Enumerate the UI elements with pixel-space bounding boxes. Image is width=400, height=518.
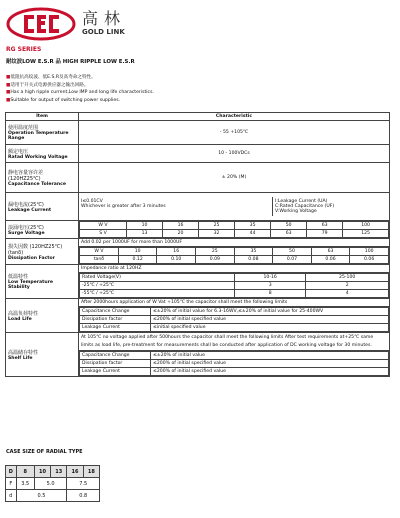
surge-sv-cell: 44: [235, 230, 271, 238]
df-wv-cell: 50: [273, 248, 312, 256]
case-head-cell: D: [6, 466, 17, 478]
df-wv-cell: 100: [350, 248, 389, 256]
case-head-cell: 18: [83, 466, 99, 478]
case-size-table: [5, 465, 100, 502]
lt-col: 10-16: [235, 274, 306, 282]
case-f-cell: 7.5: [67, 478, 100, 490]
lt-row-label: -25℃ / +25℃: [80, 282, 235, 290]
lt-cell: 3: [235, 282, 306, 290]
low-temp-table: [79, 273, 389, 298]
df-tan-cell: 0.12: [118, 256, 157, 264]
load-life-table: [79, 307, 389, 332]
leakage-legend: V:Working Voltage: [275, 209, 317, 214]
surge-wv-label: W V: [80, 222, 127, 230]
dissipation-note: Add 0.02 per 1000UF for more than 1000UF: [79, 239, 389, 247]
feature-item: ■低阻抗高纹波、低E.S.R及高寿命之特性。: [6, 75, 96, 80]
df-tan-cell: 0.07: [273, 256, 312, 264]
case-d-cell: 0.8: [67, 490, 100, 502]
sl-row-label: Capacitance Change: [80, 352, 151, 360]
feature-item: ■适用于开关式电源供应器之输出回路。: [6, 82, 89, 88]
header-characteristic: Characteristic: [79, 113, 390, 121]
df-wv-label: W V: [80, 248, 119, 256]
df-tan-label: tanδ: [80, 256, 119, 264]
surge-wv-cell: 63: [307, 222, 343, 230]
brand-name-english: GOLD LINK: [82, 28, 125, 36]
leakage-value: [79, 193, 390, 221]
surge-voltage-table: [79, 221, 389, 238]
case-d-label: d: [6, 490, 17, 502]
series-title: RG SERIES: [6, 46, 42, 53]
case-f-cell: 5.0: [34, 478, 67, 490]
lt-row-label: -55℃ / +25℃: [80, 290, 235, 298]
surge-label: 浪涌电压(25℃) Surge Voltage: [6, 221, 79, 239]
specification-table: [5, 112, 390, 377]
op-temp-label: 使用温度范围 Operation Temperature Range: [6, 121, 79, 145]
df-tan-cell: 0.06: [350, 256, 389, 264]
case-head-cell: 16: [67, 466, 83, 478]
lt-col: 25-100: [306, 274, 389, 282]
surge-wv-cell: 16: [163, 222, 199, 230]
surge-sv-cell: 63: [271, 230, 307, 238]
brand-name-chinese: 高林: [82, 9, 127, 28]
case-f-cell: 3.5: [16, 478, 34, 490]
sl-row-value: ≤±20% of initial value: [151, 352, 389, 360]
surge-wv-cell: 50: [271, 222, 307, 230]
ll-row-label: Capacitance Change: [80, 308, 151, 316]
lt-cell: 4: [306, 290, 389, 298]
case-size-title: CASE SIZE OF RADIAL TYPE: [6, 449, 83, 455]
header-item: Item: [6, 113, 79, 121]
lt-cell: 2: [306, 282, 389, 290]
case-d-cell: 0.5: [16, 490, 67, 502]
surge-wv-cell: 25: [199, 222, 235, 230]
surge-sv-cell: 32: [199, 230, 235, 238]
surge-sv-cell: 20: [163, 230, 199, 238]
leakage-label: 漏电电流(25℃) Leakage Current: [6, 193, 79, 221]
feature-item: ■Has a high ripple current,Low IMP and long life characteristics.: [6, 90, 154, 96]
sl-row-value: ≤200% of initial specified value: [151, 360, 389, 368]
ll-row-value: ≤±20% of initial value for 6.3-16WV,≤±20% of initial value for 25-400WV: [151, 308, 389, 316]
df-wv-cell: 25: [196, 248, 235, 256]
surge-sv-cell: 79: [307, 230, 343, 238]
low-temp-note: Impedance ratio at 120HZ: [79, 265, 389, 273]
dissipation-label: 损失因数 (120HZ25℃) (tanδ) Dissipation Factor: [6, 239, 79, 265]
surge-sv-label: S V: [80, 230, 127, 238]
company-logo: [6, 6, 76, 42]
surge-sv-cell: 13: [126, 230, 162, 238]
df-wv-cell: 35: [234, 248, 273, 256]
low-temp-label: 低温特性 Low Temperature Stability: [6, 265, 79, 299]
df-tan-cell: 0.10: [157, 256, 196, 264]
feature-list: [6, 74, 154, 104]
ll-row-value: ≤200% of initial specified value: [151, 316, 389, 324]
case-head-cell: 13: [51, 466, 67, 478]
sl-row-label: Dissipation factor: [80, 360, 151, 368]
leakage-formula: I≤0.01CV: [81, 199, 103, 204]
rated-voltage-label: 额定电压 Ratad Working Voltage: [6, 145, 79, 163]
df-wv-cell: 63: [311, 248, 350, 256]
surge-wv-cell: 10: [126, 222, 162, 230]
product-subtitle: 耐纹波LOW E.S.R 品 HIGH RIPPLE LOW E.S.R: [6, 59, 135, 65]
ll-row-label: Dissipation factor: [80, 316, 151, 324]
surge-wv-cell: 100: [343, 222, 389, 230]
df-wv-cell: 16: [157, 248, 196, 256]
df-tan-cell: 0.08: [234, 256, 273, 264]
load-life-note: After 2000hours application of W Vat +105℃ the capacitor shall meet the following limits: [79, 299, 389, 307]
capacitance-tol-value: ± 20% (M): [79, 163, 390, 193]
shelf-life-label: 高温储存特性 Shelf Life: [6, 333, 79, 377]
feature-item: ■Suitable for output of switching power supplies.: [6, 97, 121, 103]
ll-row-label: Leakage Current: [80, 324, 151, 332]
dissipation-table: [79, 247, 389, 264]
shelf-life-table: [79, 351, 389, 376]
df-wv-cell: 10: [118, 248, 157, 256]
case-f-label: F: [6, 478, 17, 490]
leakage-legend: C:Rated Capacitance (UF): [275, 204, 335, 209]
case-head-cell: 10: [34, 466, 50, 478]
op-temp-value: - 55 +105℃: [79, 121, 390, 145]
case-head-cell: 8: [16, 466, 34, 478]
capacitance-tol-label: 静电容量容许差 (120HZ25℃) Capacitance Tolerance: [6, 163, 79, 193]
df-tan-cell: 0.09: [196, 256, 235, 264]
surge-sv-cell: 125: [343, 230, 389, 238]
leakage-condition: Whichever is greater after 3 minutes: [81, 204, 166, 209]
sl-row-value: ≤200% of initial specified value: [151, 368, 389, 376]
surge-wv-cell: 35: [235, 222, 271, 230]
lt-cell: 8: [235, 290, 306, 298]
load-life-label: 高温负荷特性 Load Life: [6, 299, 79, 333]
lt-rated-label: Rated Voltage(V): [80, 274, 235, 282]
leakage-legend: I:Leakage Current (UA): [275, 199, 328, 204]
rated-voltage-value: 10 - 100VDCs: [79, 145, 390, 163]
shelf-life-note: At 105℃ no voltage applied after 500hours the capacitor shall meet the following limits After test requirements at+25℃ same limits as load life, pre-treatment for measurements shall be conducted after application of DC working voltage for 30 minutes.: [79, 333, 389, 351]
df-tan-cell: 0.06: [311, 256, 350, 264]
ll-row-value: ≤initial specified value: [151, 324, 389, 332]
sl-row-label: Leakage Current: [80, 368, 151, 376]
